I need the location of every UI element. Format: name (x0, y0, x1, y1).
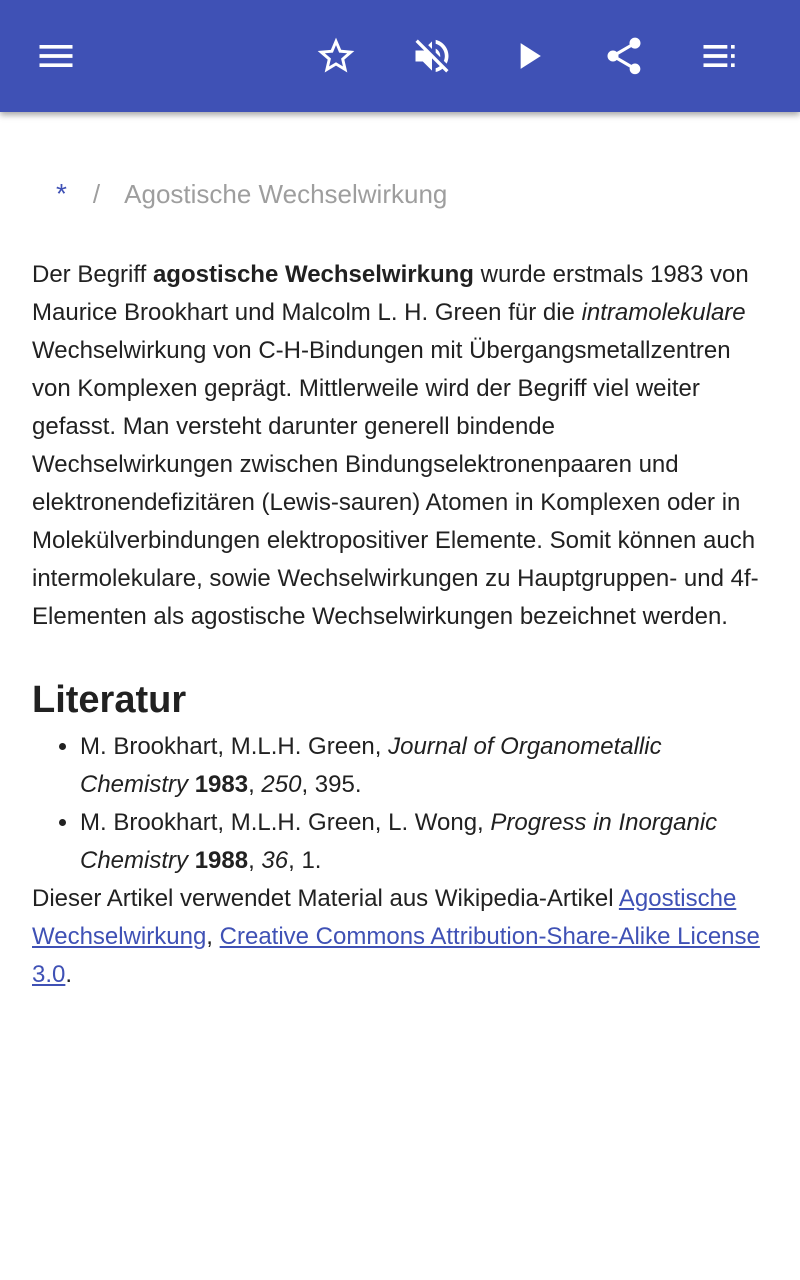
breadcrumb (56, 178, 447, 210)
license-link[interactable]: Creative Commons Attribution-Share-Alike License 3.0 (32, 923, 760, 988)
ref-volume: 36 (261, 847, 289, 874)
literature-item: • M. Brookhart, M.L.H. Green, Journal of Organometallic Chemistry 1983, 250, 395. (80, 728, 762, 804)
article-content (32, 256, 762, 994)
paragraph-text: wurde erstmals 1983 von Maurice Brookhart und Malcolm L. H. Green für die (32, 261, 749, 326)
ref-pages: , 395. (301, 771, 362, 798)
ref-pages: , 1. (288, 847, 322, 874)
literature-item: • M. Brookhart, M.L.H. Green, L. Wong, Progress in Inorganic Chemistry 1988, 36, 1. (80, 804, 762, 880)
mute-button[interactable] (404, 28, 460, 84)
contents-button[interactable] (692, 28, 748, 84)
play-button[interactable] (500, 28, 556, 84)
bookmark-button[interactable] (308, 28, 364, 84)
wikipedia-article-link[interactable]: Agostische Wechselwirkung (32, 885, 737, 950)
attribution-footer (32, 880, 762, 994)
ref-journal: Progress in Inorganic Chemistry (80, 809, 718, 874)
paragraph-text: Der Begriff (32, 261, 153, 288)
attribution-text: , (206, 923, 220, 950)
paragraph-emphasis: intramolekulare (581, 299, 746, 326)
play-icon (506, 34, 550, 78)
ref-year: 1988 (194, 847, 249, 874)
paragraph-term: agostische Wechselwirkung (152, 261, 474, 288)
share-icon (602, 34, 646, 78)
article-paragraph (32, 256, 762, 636)
breadcrumb-separator: / (92, 179, 101, 209)
menu-icon (34, 34, 78, 78)
list-icon (698, 34, 742, 78)
ref-year: 1983 (194, 771, 249, 798)
ref-journal: Journal of Organometallic Chemistry (80, 733, 662, 798)
breadcrumb-home-link[interactable]: * (56, 178, 67, 209)
ref-authors: M. Brookhart, M.L.H. Green, L. Wong, (80, 809, 491, 836)
attribution-text: . (65, 961, 73, 988)
menu-button[interactable] (28, 28, 84, 84)
ref-volume: 250 (261, 771, 302, 798)
share-button[interactable] (596, 28, 652, 84)
star-outline-icon (314, 34, 358, 78)
app-toolbar (0, 0, 800, 112)
volume-off-icon (410, 34, 454, 78)
attribution-text: Dieser Artikel verwendet Material aus Wikipedia-Artikel (32, 885, 619, 912)
breadcrumb-current: Agostische Wechselwirkung (124, 179, 448, 209)
paragraph-text: Wechselwirkung von C-H-Bindungen mit Übergangsmetallzentren von Komplexen geprägt. Mittlerweile wird der Begriff viel weiter gefasst. Man versteht darunter generell bindende Wechselwirkungen zwischen Bindungselektronenpaaren und elektronendefizitären (Lewis-sauren) Atomen in Komplexen oder in Molekülverbindungen elektropositiver Elemente. Somit können auch intermolekulare, sowie Wechselwirkungen zu Hauptgruppen- und 4f-Elementen als agostische Wechselwirkungen bezeichnet werden. (32, 337, 759, 630)
literature-heading: Literatur (32, 679, 187, 721)
literature-list (32, 728, 762, 880)
ref-authors: M. Brookhart, M.L.H. Green, (80, 733, 389, 760)
